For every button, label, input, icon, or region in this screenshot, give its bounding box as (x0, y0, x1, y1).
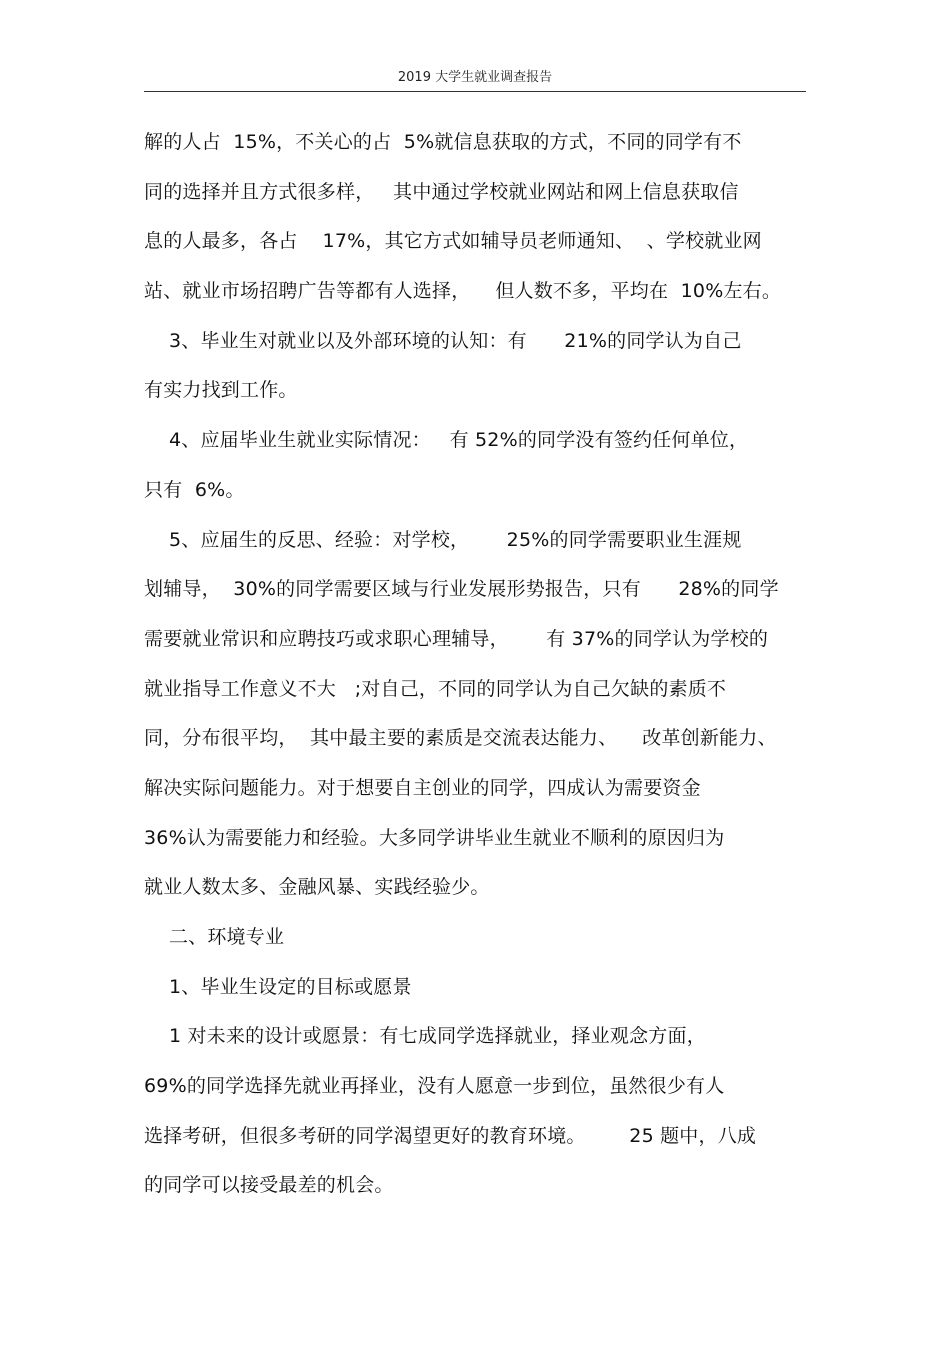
text-line: 36%认为需要能力和经验。大多同学讲毕业生就业不顺利的原因归为 (144, 826, 725, 849)
text-line: 需要就业常识和应聘技巧或求职心理辅导， 有 37%的同学认为学校的 (144, 627, 769, 650)
header-divider (144, 91, 806, 92)
section-heading: 二、环境专业 (144, 926, 285, 948)
text-line: 解决实际问题能力。对于想要自主创业的同学，四成认为需要资金 (144, 776, 701, 799)
text-line: 3、毕业生对就业以及外部环境的认知：有 21%的同学认为自己 (144, 329, 742, 352)
text-line: 同的选择并且方式很多样， 其中通过学校就业网站和网上信息获取信 (144, 180, 739, 203)
text-line: 1 对未来的设计或愿景：有七成同学选择就业，择业观念方面， (144, 1025, 706, 1048)
text-line: 4、应届毕业生就业实际情况： 有 52%的同学没有签约任何单位， (144, 429, 749, 452)
text-line: 69%的同学选择先就业再择业，没有人愿意一步到位，虽然很少有人 (144, 1075, 725, 1098)
text-line: 选择考研，但很多考研的同学渴望更好的教育环境。 25 题中，八成 (144, 1124, 757, 1147)
text-line: 就业人数太多、金融风暴、实践经验少。 (144, 876, 490, 899)
page-header: 2019 大学生就业调查报告 (397, 70, 553, 85)
text-line: 只有 6%。 (144, 478, 245, 501)
text-line: 站、就业市场招聘广告等都有人选择， 但人数不多，平均在 10%左右。 (144, 280, 782, 303)
text-line: 5、应届生的反思、经验：对学校， 25%的同学需要职业生涯规 (144, 528, 742, 551)
text-line: 有实力找到工作。 (144, 379, 298, 402)
text-line: 解的人占 15%，不关心的占 5%就信息获取的方式，不同的同学有不 (144, 131, 742, 153)
text-line: 划辅导， 30%的同学需要区域与行业发展形势报告，只有 28%的同学 (144, 578, 779, 601)
text-line: 的同学可以接受最差的机会。 (144, 1174, 394, 1197)
text-line: 就业指导工作意义不大 ;对自己，不同的同学认为自己欠缺的素质不 (144, 677, 727, 700)
subsection-heading: 1、毕业生设定的目标或愿景 (144, 975, 412, 998)
text-line: 同，分布很平均， 其中最主要的素质是交流表达能力、 改革创新能力、 (144, 727, 777, 750)
text-line: 息的人最多，各占 17%，其它方式如辅导员老师通知、 、学校就业网 (144, 230, 762, 253)
document-body (144, 120, 808, 1213)
